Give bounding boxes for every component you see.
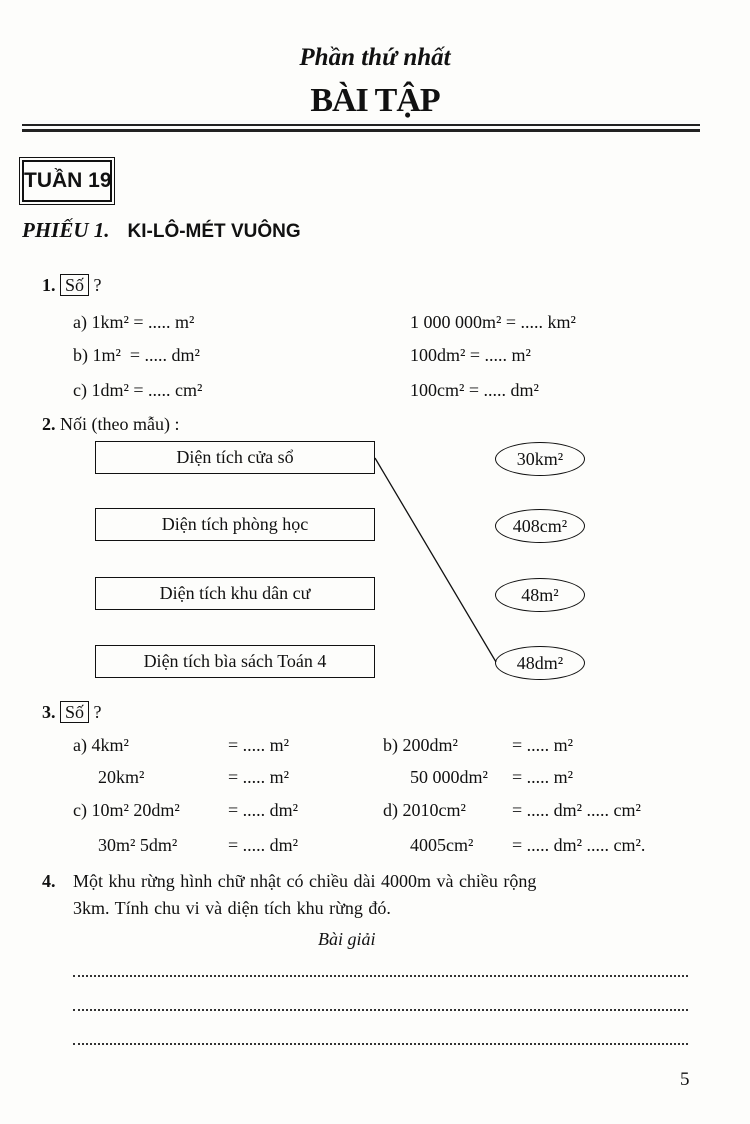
question-text: Một khu rừng hình chữ nhật có chiều dài 4000m và chiều rộng (73, 871, 537, 891)
week-badge: TUẦN 19 (22, 160, 112, 202)
q3-expr: 30m² 5dm² (98, 835, 178, 855)
match-item: Diện tích phòng học (95, 508, 375, 541)
q3-expr: 50 000dm² (410, 767, 488, 787)
q3-expr: 4005cm² (410, 835, 474, 855)
boxed-label: Số (60, 274, 89, 296)
sheet-label: PHIẾU 1. (22, 218, 110, 242)
question-number: 2. (42, 414, 56, 434)
q3-answer: = ..... dm² ..... cm². (512, 835, 646, 855)
q1-row: 100cm² = ..... dm² (410, 380, 539, 400)
answer-line (73, 1043, 688, 1045)
match-item: Diện tích khu dân cư (95, 577, 375, 610)
q3-answer: = ..... dm² (228, 800, 299, 820)
q3-expr: b) 200dm² (383, 735, 458, 755)
instruction: Nối (theo mẫu) : (60, 414, 180, 434)
answer-line (73, 975, 688, 977)
page-title: BÀI TẬP (310, 82, 440, 119)
q3-answer: = ..... m² (228, 767, 290, 787)
q3-answer: = ..... dm² (228, 835, 299, 855)
question-text: 3km. Tính chu vi và diện tích khu rừng đó. (73, 898, 391, 918)
q3-answer: = ..... m² (512, 735, 574, 755)
match-item: Diện tích cửa sổ (95, 441, 375, 474)
question-mark: ? (93, 275, 102, 295)
q3-expr: 20km² (98, 767, 145, 787)
q3-answer: = ..... m² (228, 735, 290, 755)
page-number: 5 (680, 1069, 690, 1090)
q3-expr: a) 4km² (73, 735, 129, 755)
q1-row: a) 1km² = ..... m² (73, 312, 195, 332)
q1-row: b) 1m² = ..... dm² (73, 345, 200, 365)
q3-answer: = ..... dm² ..... cm² (512, 800, 641, 820)
question-number: 1. (42, 275, 56, 295)
answer-line (73, 1009, 688, 1011)
solution-heading: Bài giải (318, 929, 376, 949)
question-mark: ? (93, 702, 102, 722)
match-value: 30km² (495, 442, 585, 476)
boxed-label: Số (60, 701, 89, 723)
q1-row: 100dm² = ..... m² (410, 345, 531, 365)
q3-answer: = ..... m² (512, 767, 574, 787)
match-value: 408cm² (495, 509, 585, 543)
question-number: 3. (42, 702, 56, 722)
q1-row: 1 000 000m² = ..... km² (410, 312, 576, 332)
match-item: Diện tích bìa sách Toán 4 (95, 645, 375, 678)
q3-expr: c) 10m² 20dm² (73, 800, 180, 820)
q1-row: c) 1dm² = ..... cm² (73, 380, 203, 400)
q3-expr: d) 2010cm² (383, 800, 466, 820)
question-number: 4. (42, 871, 56, 891)
part-heading: Phần thứ nhất (299, 44, 451, 71)
sheet-title: KI-LÔ-MÉT VUÔNG (127, 221, 301, 242)
match-value: 48m² (495, 578, 585, 612)
question-3-heading (42, 701, 102, 723)
match-value: 48dm² (495, 646, 585, 680)
